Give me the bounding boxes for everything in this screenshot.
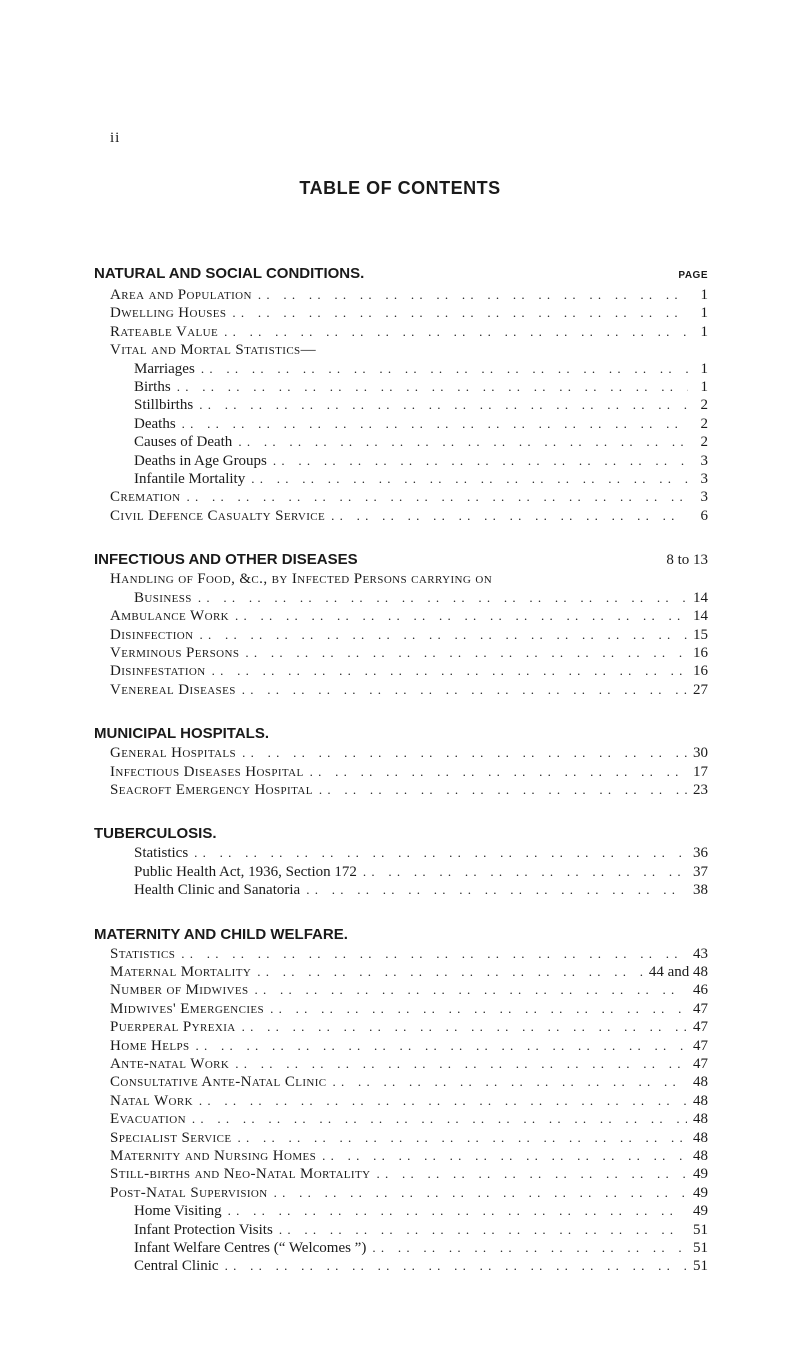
toc-entry-home-helps[interactable]: Home Helps . . 47 [94,1037,708,1055]
toc-entry-public-health-act[interactable]: Public Health Act, 1936, Section 172 . . 37 [94,863,708,881]
page-title: TABLE OF CONTENTS [299,178,501,198]
toc-entry-general-hospitals[interactable]: General Hospitals . . 30 [94,744,708,762]
section-heading-text: MUNICIPAL HOSPITALS. [94,725,270,743]
toc-entry-dwelling-houses[interactable]: Dwelling Houses . . 1 [94,304,708,322]
toc-entry-mcw-statistics[interactable]: Statistics . . 43 [94,945,708,963]
toc-entry-area-population[interactable]: Area and Population . . 1 [94,286,708,304]
section-maternity-child-welfare [94,925,708,1276]
toc-entry-births[interactable]: Births . . 1 [94,378,708,396]
section-infectious-diseases [94,550,708,699]
section-heading [94,824,708,844]
toc-entry-midwives-emergencies[interactable]: Midwives' Emergencies . . 47 [94,1000,708,1018]
toc-entry-health-clinic[interactable]: Health Clinic and Sanatoria . . 38 [94,881,708,899]
toc-entry-maternal-mortality[interactable]: Maternal Mortality . . 44 and 48 [94,963,708,981]
toc-entry-cremation[interactable]: Cremation . . 3 [94,488,708,506]
section-heading-text: MATERNITY AND CHILD WELFARE. [94,925,348,943]
toc-entry-ambulance-work[interactable]: Ambulance Work . . 14 [94,607,708,625]
toc-entry-rateable-value[interactable]: Rateable Value . . 1 [94,323,708,341]
toc-entry-natal-work[interactable]: Natal Work . . 48 [94,1092,708,1110]
toc-entry-disinfestation[interactable]: Disinfestation . . 16 [94,662,708,680]
section-heading-page: 8 to 13 [666,552,708,569]
section-heading [94,925,708,945]
section-heading-text: TUBERCULOSIS. [94,825,217,843]
section-heading[interactable] [94,550,708,570]
toc-entry-consultative-clinic[interactable]: Consultative Ante-Natal Clinic . . 48 [94,1073,708,1091]
toc-entry-handling-food: Handling of Food, &c., by Infected Persons carrying on [110,571,493,588]
toc-entry-seacroft-hospital[interactable]: Seacroft Emergency Hospital . . 23 [94,781,708,799]
section-heading-text: NATURAL AND SOCIAL CONDITIONS. [94,265,365,282]
table-of-contents [94,264,708,1301]
toc-entry-causes-of-death[interactable]: Causes of Death . . 2 [94,433,708,451]
toc-entry-vital-mortal-statistics: Vital and Mortal Statistics— [110,342,316,359]
toc-entry-business[interactable]: Business . . 14 [94,589,708,607]
toc-entry-specialist-service[interactable]: Specialist Service . . 48 [94,1129,708,1147]
section-heading-text: INFECTIOUS AND OTHER DISEASES [94,551,358,569]
toc-entry-infantile-mortality[interactable]: Infantile Mortality . . 3 [94,470,708,488]
toc-entry-venereal-diseases[interactable]: Venereal Diseases . . 27 [94,681,708,699]
toc-entry-deaths[interactable]: Deaths . . 2 [94,415,708,433]
toc-entry-infant-welfare-centres[interactable]: Infant Welfare Centres (“ Welcomes ”) . . 51 [94,1239,708,1257]
toc-entry-puerperal-pyrexia[interactable]: Puerperal Pyrexia . . 47 [94,1018,708,1036]
toc-entry-number-of-midwives[interactable]: Number of Midwives . . 46 [94,981,708,999]
toc-entry-central-clinic[interactable]: Central Clinic . . 51 [94,1257,708,1275]
toc-entry-deaths-age-groups[interactable]: Deaths in Age Groups . . 3 [94,452,708,470]
section-municipal-hospitals [94,724,708,799]
section-heading [94,724,708,744]
toc-entry-marriages[interactable]: Marriages . . 1 [94,360,708,378]
toc-entry-civil-defence[interactable]: Civil Defence Casualty Service . . 6 [94,507,708,525]
page-column-label: PAGE [678,270,708,281]
toc-entry-tb-statistics[interactable]: Statistics . . 36 [94,844,708,862]
section-natural-social [94,264,708,525]
toc-entry-maternity-nursing-homes[interactable]: Maternity and Nursing Homes . . 48 [94,1147,708,1165]
toc-entry-infant-protection-visits[interactable]: Infant Protection Visits . . 51 [94,1221,708,1239]
page-number: ii [110,130,121,146]
section-tuberculosis [94,824,708,899]
toc-entry-still-births[interactable]: Still-births and Neo-Natal Mortality . . 49 [94,1165,708,1183]
toc-entry-home-visiting[interactable]: Home Visiting . . 49 [94,1202,708,1220]
toc-entry-stillbirths[interactable]: Stillbirths . . 2 [94,396,708,414]
toc-entry-verminous-persons[interactable]: Verminous Persons . . 16 [94,644,708,662]
toc-entry-evacuation[interactable]: Evacuation . . 48 [94,1110,708,1128]
toc-entry-disinfection[interactable]: Disinfection . . 15 [94,626,708,644]
toc-entry-infectious-diseases-hospital[interactable]: Infectious Diseases Hospital . . 17 [94,763,708,781]
toc-entry-post-natal-supervision[interactable]: Post-Natal Supervision . . 49 [94,1184,708,1202]
toc-entry-ante-natal-work[interactable]: Ante-natal Work . . 47 [94,1055,708,1073]
section-heading [94,264,708,286]
